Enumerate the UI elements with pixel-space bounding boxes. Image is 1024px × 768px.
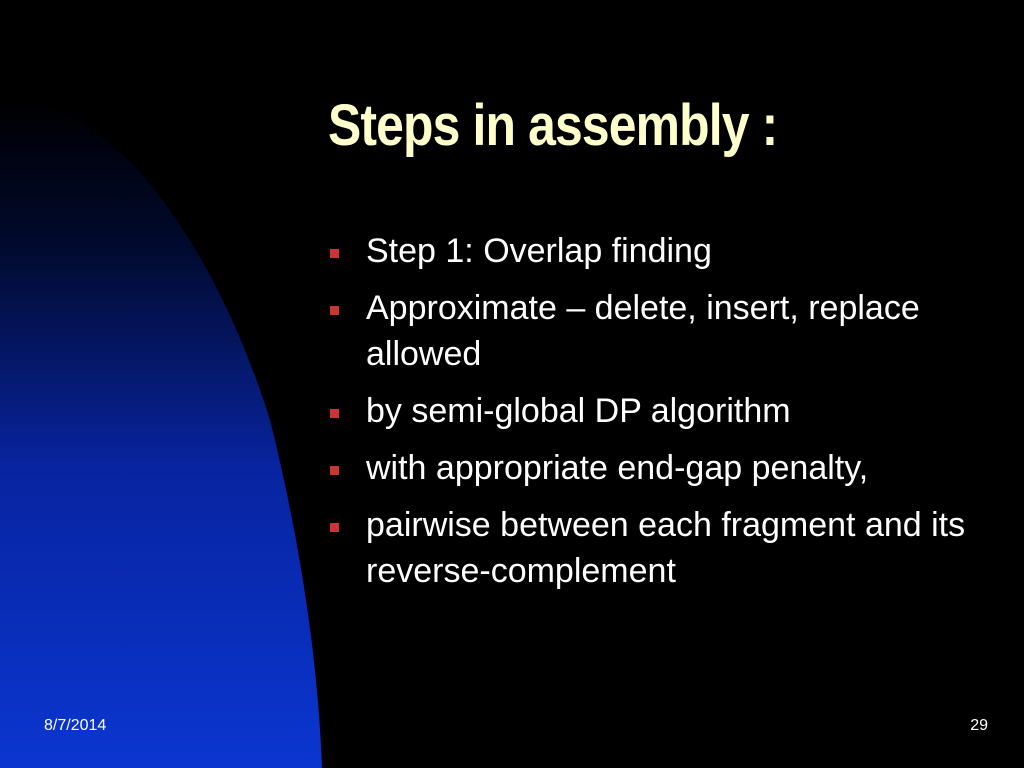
bullet-text: with appropriate end-gap penalty, <box>366 449 869 487</box>
blue-shape-path <box>0 100 322 768</box>
bullet-item <box>326 502 1006 594</box>
square-bullet-icon <box>330 306 339 315</box>
bullet-text: by semi-global DP algorithm <box>366 392 791 430</box>
bullet-item <box>326 445 1006 491</box>
slide-title: Steps in assembly : <box>328 93 778 158</box>
square-bullet-icon <box>330 523 339 532</box>
bullet-text: Step 1: Overlap finding <box>366 232 712 270</box>
square-bullet-icon <box>330 249 339 258</box>
slide-page-number: 29 <box>970 717 988 734</box>
bullet-item <box>326 228 1006 274</box>
bullet-text: pairwise between each fragment and its reverse-complement <box>366 506 966 590</box>
bullet-item <box>326 285 1006 377</box>
square-bullet-icon <box>330 409 339 418</box>
footer-date: 8/7/2014 <box>44 717 107 734</box>
bullet-text: Approximate – delete, insert, replace allowed <box>366 289 920 373</box>
bullet-item <box>326 388 1006 434</box>
bullet-list <box>326 228 1006 605</box>
square-bullet-icon <box>330 466 339 475</box>
